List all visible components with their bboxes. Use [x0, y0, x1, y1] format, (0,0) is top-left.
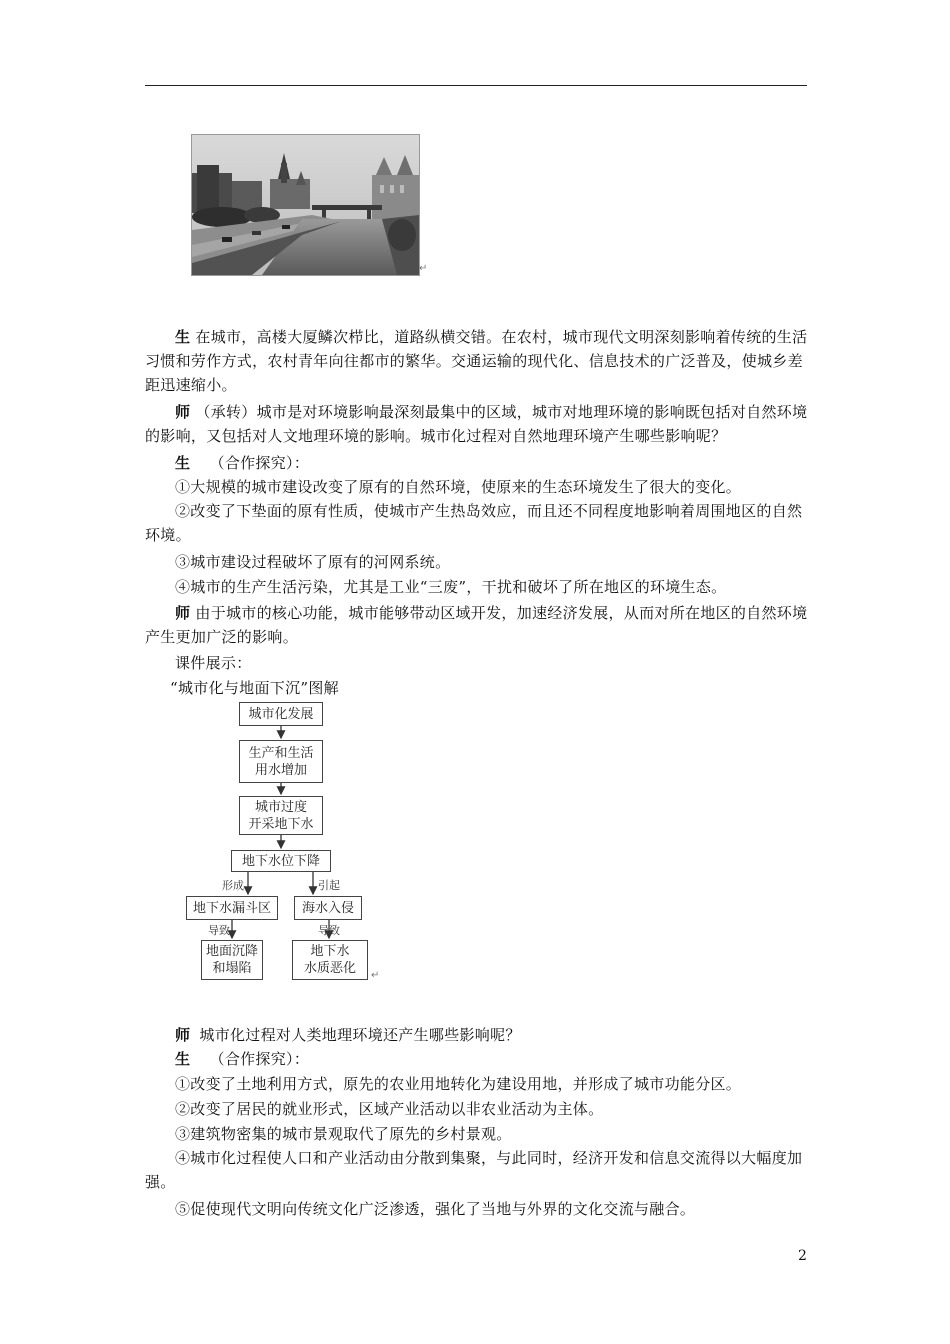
flow-label-leads-to: 导致 [208, 924, 230, 937]
flow-box-urbanization: 城市化发展 [239, 702, 323, 726]
flow-label-causes: 引起 [318, 879, 340, 892]
diagram-title: “城市化与地面下沉”图解 [170, 679, 339, 697]
list-item: ①大规模的城市建设改变了原有的自然环境，使原来的生态环境发生了很大的变化。 [175, 478, 742, 496]
list-item: ③城市建设过程破坏了原有的河网系统。 [175, 553, 451, 571]
paragraph-teacher-3 [175, 1023, 521, 1047]
return-mark: ↵ [419, 263, 428, 274]
flow-box-cone-of-depression: 地下水漏斗区 [186, 896, 278, 920]
list-item: ③建筑物密集的城市景观取代了原先的乡村景观。 [175, 1125, 512, 1143]
list-item: ②改变了下垫面的原有性质，使城市产生热岛效应，而且还不同程度地影响着周围地区的自然环境。 [145, 502, 803, 544]
flow-box-water-quality-degradation: 地下水 水质恶化 [292, 940, 368, 980]
paragraph-text: （承转）城市是对环境影响最深刻最集中的区域，城市对地理环境的影响既包括对自然环境的影响，又包括对人文地理环境的影响。城市化过程对自然地理环境产生哪些影响呢？ [145, 403, 808, 445]
flow-box-water-table-drop: 地下水位下降 [231, 850, 331, 872]
flow-box-seawater-intrusion: 海水入侵 [294, 896, 362, 920]
list-item: ①改变了土地利用方式，原先的农业用地转化为建设用地，并形成了城市功能分区。 [175, 1075, 742, 1093]
speaker-label: 生 [175, 454, 191, 472]
speaker-label: 师 [175, 403, 191, 421]
list-item: ④城市的生产生活污染，尤其是工业“三废”，干扰和破坏了所在地区的环境生态。 [175, 578, 727, 596]
speaker-label: 师 [175, 1026, 191, 1044]
courseware-label: 课件展示： [175, 654, 252, 672]
flow-box-land-subsidence: 地面沉降 和塌陷 [201, 940, 263, 980]
list-item: ⑤促使现代文明向传统文化广泛渗透，强化了当地与外界的文化交流与融合。 [175, 1200, 696, 1218]
page-number: 2 [798, 1248, 807, 1264]
speaker-label: 生 [175, 328, 191, 346]
paragraph-text: （合作探究）： [209, 1050, 310, 1068]
paragraph-text: 由于城市的核心功能，城市能够带动区域开发，加速经济发展，从而对所在地区的自然环境产生更加广泛的影响。 [145, 604, 808, 646]
speaker-label: 生 [175, 1050, 191, 1068]
flow-label-forms: 形成 [222, 879, 244, 892]
list-item: ②改变了居民的就业形式，区域产业活动以非农业活动为主体。 [175, 1100, 604, 1118]
paragraph-student-3 [175, 1047, 309, 1071]
flow-box-groundwater-overextraction: 城市过度 开采地下水 [239, 796, 323, 835]
return-mark: ↵ [371, 970, 380, 981]
paragraph-text: 城市化过程对人类地理环境还产生哪些影响呢？ [199, 1026, 521, 1044]
paragraph-text: （合作探究）： [209, 454, 310, 472]
paragraph-text: 在城市，高楼大厦鳞次栉比，道路纵横交错。在农村，城市现代文明深刻影响着传统的生活习惯和劳作方式，农村青年向往都市的繁华。交通运输的现代化、信息技术的广泛普及，使城乡差距迅速缩小。 [145, 328, 808, 394]
list-item: ④城市化过程使人口和产业活动由分散到集聚，与此同时，经济开发和信息交流得以大幅度加强。 [145, 1149, 803, 1191]
flow-label-leads-to: 导致 [318, 924, 340, 937]
flow-box-water-use-increase: 生产和生活 用水增加 [239, 740, 323, 783]
speaker-label: 师 [175, 604, 191, 622]
